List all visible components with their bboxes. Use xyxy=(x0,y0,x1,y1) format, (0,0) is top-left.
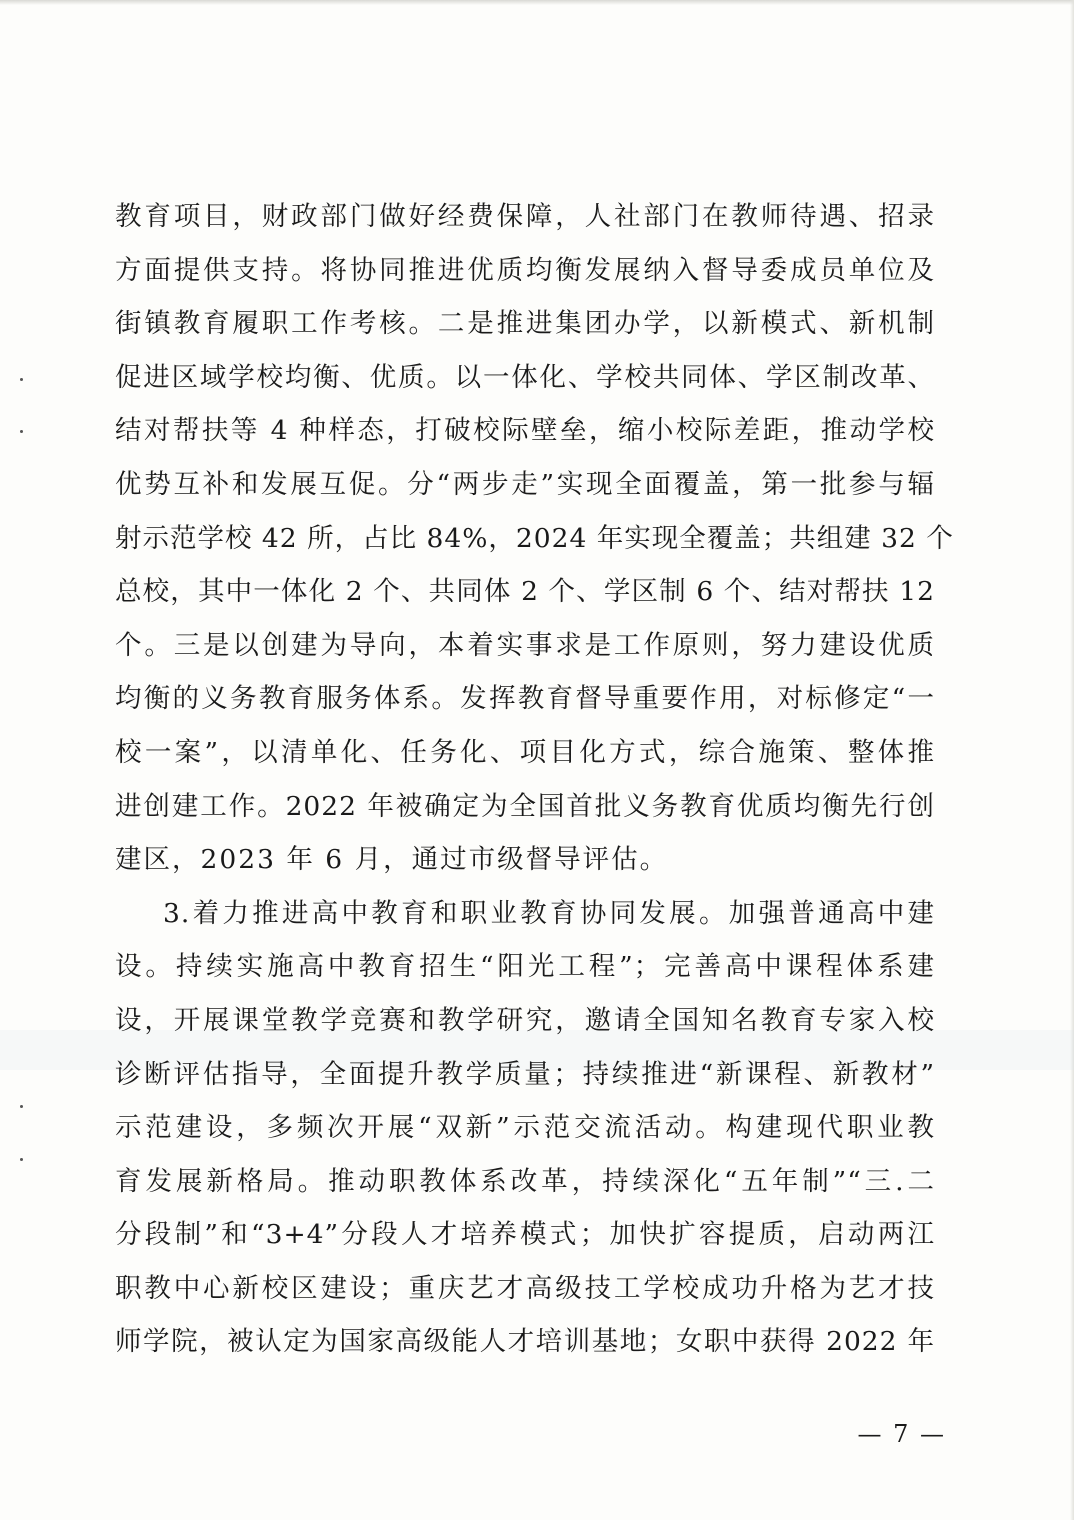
text-line-paragraph-end: 建区，2023 年 6 月，通过市级督导评估。 xyxy=(115,844,669,876)
document-body xyxy=(115,190,954,1369)
text-line: 促进区域学校均衡、优质。以一体化、学校共同体、学区制改革、 xyxy=(115,361,935,393)
text-line: 总校，其中一体化 2 个、共同体 2 个、学区制 6 个、结对帮扶 12 xyxy=(115,576,935,608)
margin-dot xyxy=(20,1158,23,1161)
text-line: 方面提供支持。将协同推进优质均衡发展纳入督导委成员单位及 xyxy=(115,254,935,286)
text-line: 均衡的义务教育服务体系。发挥教育督导重要作用，对标修定“一 xyxy=(115,683,935,715)
text-line: 育发展新格局。推动职教体系改革，持续深化“五年制”“三.二 xyxy=(115,1165,935,1197)
text-line: 示范建设，多频次开展“双新”示范交流活动。构建现代职业教 xyxy=(115,1112,935,1144)
text-line: 街镇教育履职工作考核。二是推进集团办学，以新模式、新机制 xyxy=(115,308,935,340)
margin-dot xyxy=(20,1105,23,1108)
text-line: 校一案”，以清单化、任务化、项目化方式，综合施策、整体推 xyxy=(115,736,935,768)
scan-edge-top xyxy=(0,0,1074,5)
text-line: 结对帮扶等 4 种样态，打破校际壁垒，缩小校际差距，推动学校 xyxy=(115,415,935,447)
text-line: 诊断评估指导，全面提升教学质量；持续推进“新课程、新教材” xyxy=(115,1058,935,1090)
text-line: 个。三是以创建为导向，本着实事求是工作原则，努力建设优质 xyxy=(115,629,935,661)
text-line: 师学院，被认定为国家高级能人才培训基地；女职中获得 2022 年 xyxy=(115,1326,935,1358)
text-line: 设。持续实施高中教育招生“阳光工程”；完善高中课程体系建 xyxy=(115,951,935,983)
text-line: 优势互补和发展互促。分“两步走”实现全面覆盖，第一批参与辐 xyxy=(115,468,935,500)
text-line: 进创建工作。2022 年被确定为全国首批义务教育优质均衡先行创 xyxy=(115,790,935,822)
margin-dot xyxy=(20,430,23,433)
text-line: 设，开展课堂教学竞赛和教学研究，邀请全国知名教育专家入校 xyxy=(115,1004,935,1036)
text-line: 职教中心新校区建设；重庆艺才高级技工学校成功升格为艺才技 xyxy=(115,1272,935,1304)
text-line: 分段制”和“3+4”分段人才培养模式；加快扩容提质，启动两江 xyxy=(115,1219,935,1251)
text-line: 教育项目，财政部门做好经费保障，人社部门在教师待遇、招录 xyxy=(115,201,935,232)
scan-edge-right xyxy=(1070,0,1074,1520)
text-line-paragraph-start: 3.着力推进高中教育和职业教育协同发展。加强普通高中建 xyxy=(163,897,935,929)
margin-dot xyxy=(20,378,23,381)
text-line: 射示范学校 42 所，占比 84%，2024 年实现全覆盖；共组建 32 个 xyxy=(115,522,954,554)
page-number: — 7 — xyxy=(857,1420,946,1448)
